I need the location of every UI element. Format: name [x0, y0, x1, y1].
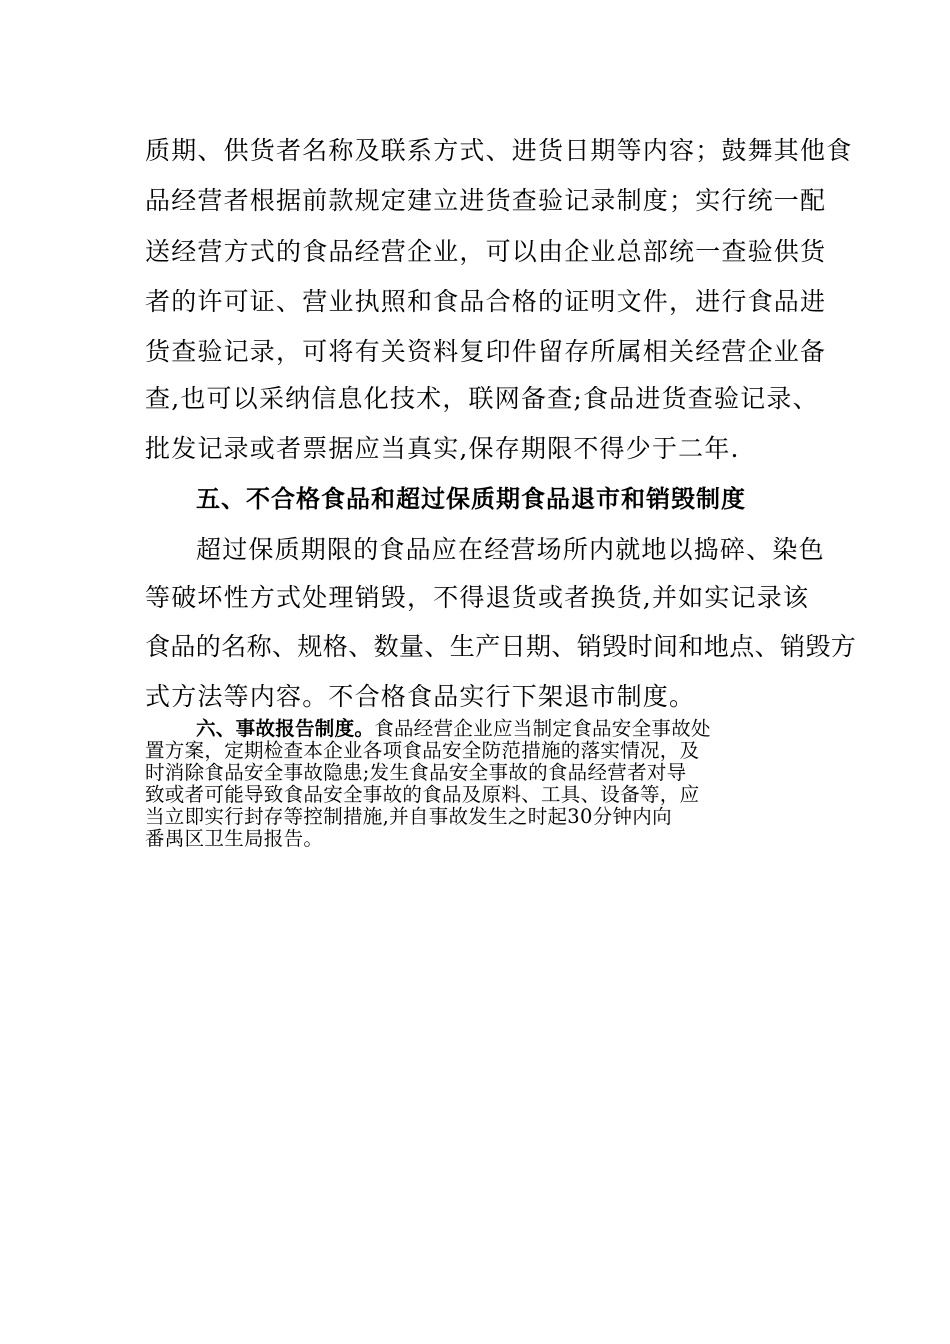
section-heading-inline: 六、事故报告制度。: [196, 717, 375, 740]
text-line: 品经营者根据前款规定建立进货查验记录制度；实行统一配: [145, 186, 827, 215]
text-line: 超过保质期限的食品应在经营场所内就地以捣碎、染色: [196, 535, 825, 564]
section-heading: 五、不合格食品和超过保质期食品退市和销毁制度: [196, 484, 746, 513]
text-line: 时消除食品安全事故隐患;发生食品安全事故的食品经营者对导: [145, 761, 687, 784]
text-line: [196, 718, 806, 740]
text-line: 式方法等内容。不合格食品实行下架退市制度。: [145, 682, 696, 711]
text-line: 当立即实行封存等控制措施,并自事故发生之时起30分钟内向: [145, 805, 672, 828]
text-line: 查,也可以采纳信息化技术，联网备查;食品进货查验记录、: [145, 384, 819, 413]
text-line: 者的许可证、营业执照和食品合格的证明文件，进行食品进: [145, 287, 827, 316]
text-line: 送经营方式的食品经营企业，可以由企业总部统一查验供货: [145, 237, 827, 266]
text-line: 批发记录或者票据应当真实,保存期限不得少于二年.: [145, 434, 740, 463]
text-line: 置方案，定期检查本企业各项食品安全防范措施的落实情况，及: [145, 739, 700, 762]
text-line: 等破坏性方式处理销毁，不得退货或者换货,并如实记录该: [145, 583, 810, 612]
text-span: 食品经营企业应当制定食品安全事故处: [374, 717, 711, 740]
text-line: 质期、供货者名称及联系方式、进货日期等内容；鼓舞其他食: [145, 136, 853, 165]
text-line: 致或者可能导致食品安全事故的食品及原料、工具、设备等，应: [145, 783, 700, 806]
text-line: 番禺区卫生局报告。: [145, 827, 324, 850]
text-line: 食品的名称、规格、数量、生产日期、销毁时间和地点、销毁方: [145, 632, 857, 661]
text-line: 货查验记录，可将有关资料复印件留存所属相关经营企业备: [145, 337, 827, 366]
